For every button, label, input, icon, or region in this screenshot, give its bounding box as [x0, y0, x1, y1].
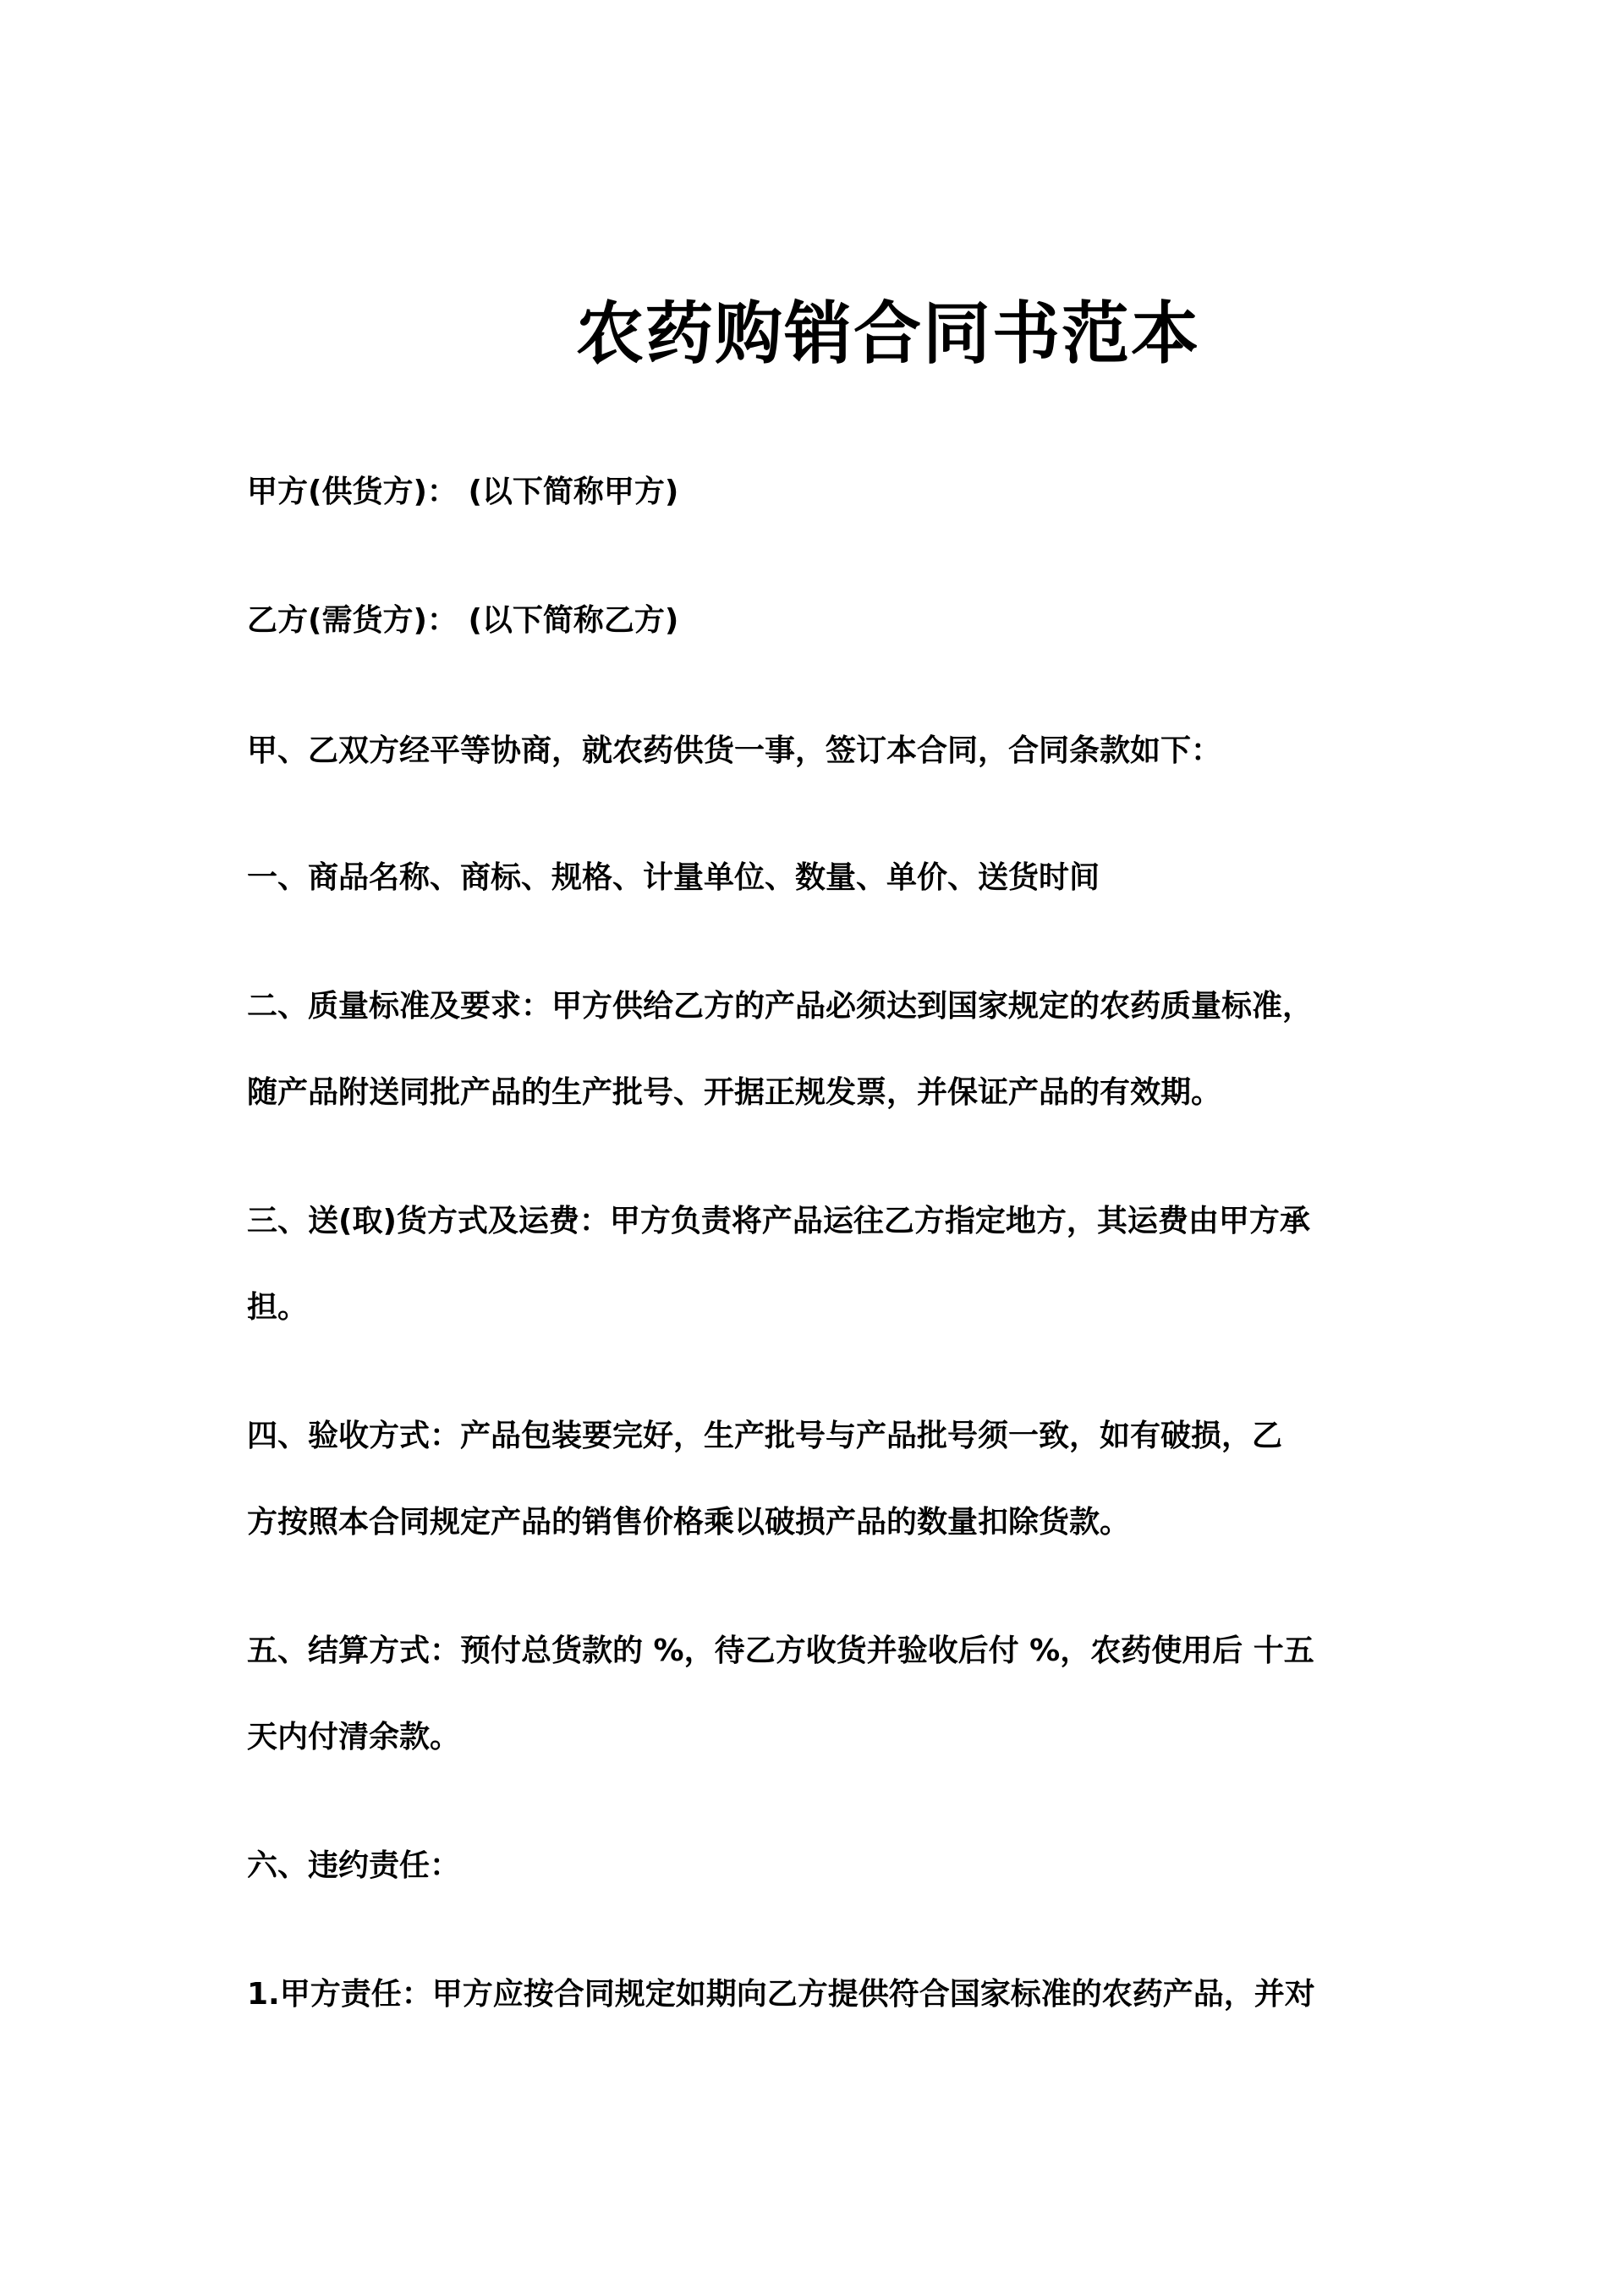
party-b-line: 乙方(需货方)： (以下简称乙方) [247, 603, 679, 638]
clause-4-line-2: 方按照本合同规定产品的销售价格乘以破损产品的数量扣除货款。 [247, 1505, 1131, 1540]
clause-2-line-2: 随产品附送同批产品的生产批号、开据正规发票，并保证产品的有效期。 [247, 1075, 1222, 1110]
party-a-line: 甲方(供货方)： (以下简称甲方) [247, 475, 679, 509]
clause-6-heading: 六、违约责任： [247, 1848, 461, 1883]
preamble-line: 甲、乙双方经平等协商，就农药供货一事，签订本合同，合同条款如下： [247, 733, 1222, 768]
clause-1-line: 一、商品名称、商标、规格、计量单位、数量、单价、送货时间 [247, 860, 1100, 895]
clause-5-line-2: 天内付清余款。 [247, 1720, 461, 1754]
clause-6-item-1-line: 1.甲方责任：甲方应按合同规定如期向乙方提供符合国家标准的农药产品，并对 [247, 1977, 1315, 2012]
clause-3-line-2: 担。 [247, 1290, 309, 1325]
clause-5-line-1: 五、结算方式：预付总货款的 %，待乙方收货并验收后付 %，农药使用后 十五 [247, 1633, 1314, 1668]
clause-4-line-1: 四、验收方式：产品包装要完好，生产批号与产品批号须一致，如有破损，乙 [247, 1419, 1283, 1453]
document-title: 农药购销合同书范本 [576, 294, 1200, 373]
clause-3-line-1: 三、送(取)货方式及运费：甲方负责将产品运往乙方指定地方，其运费由甲方承 [247, 1204, 1310, 1238]
clause-2-line-1: 二、质量标准及要求：甲方供给乙方的产品必须达到国家规定的农药质量标准， [247, 989, 1314, 1024]
